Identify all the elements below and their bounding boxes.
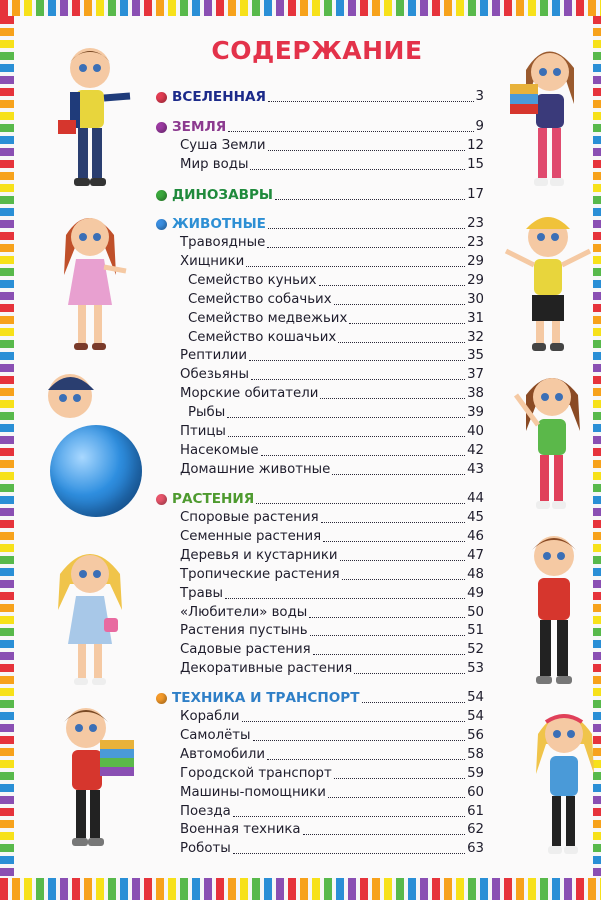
dot-leader xyxy=(332,474,465,475)
toc-entry-title: Городской транспорт xyxy=(180,765,332,781)
boy-with-globe-icon xyxy=(38,360,108,430)
dot-leader xyxy=(268,228,465,229)
dot-leader xyxy=(309,617,465,618)
toc-page-number: 59 xyxy=(467,765,484,781)
page-title: СОДЕРЖАНИЕ xyxy=(211,36,423,65)
toc-section-row[interactable] xyxy=(172,118,484,136)
toc-page-number: 50 xyxy=(467,604,484,620)
toc-entry-row[interactable] xyxy=(188,272,484,290)
toc-entry-title: Мир воды xyxy=(180,156,249,172)
toc-entry-row[interactable] xyxy=(188,310,484,328)
toc-entry-row[interactable] xyxy=(180,566,484,584)
toc-entry-title: Корабли xyxy=(180,709,240,724)
toc-entry-row[interactable] xyxy=(180,784,484,802)
dot-leader xyxy=(225,598,465,599)
boy-with-book-stack-icon xyxy=(52,700,138,850)
toc-section-title: ТЕХНИКА И ТРАНСПОРТ xyxy=(172,690,360,706)
toc-page-number: 47 xyxy=(467,547,484,563)
toc-entry-row[interactable] xyxy=(180,234,484,252)
toc-entry-row[interactable] xyxy=(180,156,484,174)
toc-page-number: 49 xyxy=(467,585,484,601)
dot-leader xyxy=(340,560,466,561)
dot-leader xyxy=(328,797,465,798)
toc-entry-title: Декоративные растения xyxy=(180,661,353,677)
toc-entry-title: Насекомые xyxy=(180,442,259,458)
toc-page-number: 29 xyxy=(467,272,484,288)
toc-page-number: 15 xyxy=(467,156,484,172)
toc-section-row[interactable] xyxy=(172,689,484,707)
toc-entry-row[interactable] xyxy=(188,329,484,347)
toc-entry-row[interactable] xyxy=(180,253,484,271)
toc-entry-title: Травоядные xyxy=(180,235,266,250)
toc-entry-title: «Любители» воды xyxy=(180,604,308,620)
toc-page-number: 23 xyxy=(467,235,484,250)
toc-entry-row[interactable] xyxy=(180,366,484,384)
toc-entry-row[interactable] xyxy=(180,137,484,155)
toc-page-number: 58 xyxy=(467,746,484,762)
dot-leader xyxy=(251,379,465,380)
toc-entry-row[interactable] xyxy=(180,585,484,603)
toc-page-number: 38 xyxy=(467,386,484,402)
toc-entry-row[interactable] xyxy=(180,547,484,565)
toc-section-row[interactable] xyxy=(172,186,484,204)
girl-in-pink-dress-icon xyxy=(52,205,130,353)
dot-leader xyxy=(249,360,465,361)
toc-page-number: 54 xyxy=(467,709,484,724)
dot-leader xyxy=(354,673,465,674)
dot-leader xyxy=(349,323,465,324)
dot-leader xyxy=(242,721,466,722)
toc-section-row[interactable] xyxy=(172,88,484,106)
dot-leader xyxy=(268,101,474,102)
toc-page-number: 32 xyxy=(467,329,484,345)
dot-leader xyxy=(228,436,465,437)
dot-leader xyxy=(362,702,466,703)
toc-entry-row[interactable] xyxy=(180,746,484,764)
toc-page-number: 45 xyxy=(467,510,484,525)
toc-entry-row[interactable] xyxy=(180,641,484,659)
dot-leader xyxy=(275,199,465,200)
toc-entry-title: Семенные растения xyxy=(180,528,322,544)
toc-entry-title: Рыбы xyxy=(188,405,226,421)
toc-entry-title: Автомобили xyxy=(180,746,265,762)
blonde-girl-with-bag-icon xyxy=(50,540,130,690)
toc-entry-title: Поезда xyxy=(180,803,231,819)
toc-entry-title: Морские обитатели xyxy=(180,386,319,402)
toc-entry-title: Семейство кошачьих xyxy=(188,329,337,345)
girl-waving-icon xyxy=(508,365,596,515)
toc-entry-title: Птицы xyxy=(180,424,226,439)
toc-page-number: 30 xyxy=(467,291,484,307)
toc-entry-row[interactable] xyxy=(180,347,484,365)
toc-entry-title: Рептилии xyxy=(180,348,248,364)
toc-page-number: 61 xyxy=(467,803,484,819)
dot-leader xyxy=(334,304,466,305)
toc-page-number: 31 xyxy=(467,310,484,326)
toc-entry-row[interactable] xyxy=(180,622,484,640)
dot-leader xyxy=(233,853,465,854)
dot-leader xyxy=(268,150,466,151)
toc-entry-title: Деревья и кустарники xyxy=(180,547,338,563)
toc-entry-title: Машины-помощники xyxy=(180,784,326,800)
section-bullet xyxy=(156,122,167,133)
toc-page-number: 54 xyxy=(467,690,484,705)
toc-section-title: ВСЕЛЕННАЯ xyxy=(172,89,266,105)
toc-page-number: 51 xyxy=(467,623,484,639)
toc-page-number: 23 xyxy=(467,216,484,231)
dot-leader xyxy=(342,579,465,580)
toc-entry-row[interactable] xyxy=(180,442,484,460)
toc-page-number: 53 xyxy=(467,661,484,677)
dot-leader xyxy=(310,635,465,636)
toc-page-number: 12 xyxy=(467,138,484,153)
toc-entry-row[interactable] xyxy=(180,708,484,726)
toc-entry-row[interactable] xyxy=(180,461,484,479)
toc-entry-title: Садовые растения xyxy=(180,642,311,658)
toc-entry-row[interactable] xyxy=(188,404,484,422)
toc-entry-title: Домашние животные xyxy=(180,461,331,477)
dot-leader xyxy=(320,398,465,399)
toc-page-number: 40 xyxy=(467,424,484,439)
dot-leader xyxy=(256,503,465,504)
toc-entry-row[interactable] xyxy=(180,604,484,622)
dot-leader xyxy=(334,778,465,779)
toc-entry-title: Семейство куньих xyxy=(188,272,317,288)
globe-icon xyxy=(50,425,142,517)
dot-leader xyxy=(267,247,465,248)
toc-entry-row[interactable] xyxy=(180,727,484,745)
toc-page-number: 17 xyxy=(467,187,484,202)
toc-entry-row[interactable] xyxy=(180,660,484,678)
boy-in-red-shirt-icon xyxy=(518,528,590,690)
toc-page-number: 35 xyxy=(467,348,484,364)
toc-entry-title: Семейство собачьих xyxy=(188,291,332,307)
section-bullet xyxy=(156,693,167,704)
toc-entry-title: Споровые растения xyxy=(180,510,319,525)
toc-entry-title: Самолёты xyxy=(180,727,251,743)
toc-page-number: 48 xyxy=(467,566,484,582)
boy-with-books-pointing-icon xyxy=(52,40,132,192)
dot-leader xyxy=(253,740,466,741)
toc-entry-row[interactable] xyxy=(180,821,484,839)
toc-entry-title: Семейство медвежьих xyxy=(188,310,348,326)
toc-entry-title: Роботы xyxy=(180,841,231,857)
toc-entry-title: Травы xyxy=(180,585,224,601)
toc-entry-title: Тропические растения xyxy=(180,566,340,582)
toc-section-title: ЗЕМЛЯ xyxy=(172,119,227,135)
toc-page-number: 9 xyxy=(475,119,484,134)
toc-page-number: 46 xyxy=(467,528,484,544)
toc-section-title: РАСТЕНИЯ xyxy=(172,491,255,507)
toc-page-number: 56 xyxy=(467,727,484,743)
dot-leader xyxy=(338,342,465,343)
toc-entry-row[interactable] xyxy=(180,385,484,403)
dot-leader xyxy=(313,654,465,655)
toc-entry-row[interactable] xyxy=(188,291,484,309)
toc-page-number: 42 xyxy=(467,442,484,458)
boy-with-yellow-cap-icon xyxy=(502,205,594,355)
toc-entry-title: Суша Земли xyxy=(180,138,266,153)
toc-section-row[interactable] xyxy=(172,215,484,233)
toc-entry-row[interactable] xyxy=(180,423,484,441)
toc-entry-row[interactable] xyxy=(180,528,484,546)
toc-entry-row[interactable] xyxy=(180,803,484,821)
toc-section-row[interactable] xyxy=(172,490,484,508)
toc-entry-title: Обезьяны xyxy=(180,367,249,383)
toc-entry-title: Растения пустынь xyxy=(180,623,308,639)
toc-page-number: 52 xyxy=(467,642,484,658)
toc-entry-title: Военная техника xyxy=(180,822,301,838)
dot-leader xyxy=(303,834,466,835)
dot-leader xyxy=(319,285,466,286)
toc-entry-row[interactable] xyxy=(180,840,484,858)
section-bullet xyxy=(156,219,167,230)
toc-page-number: 60 xyxy=(467,784,484,800)
section-bullet xyxy=(156,190,167,201)
toc-page-number: 44 xyxy=(467,491,484,506)
dot-leader xyxy=(228,131,473,132)
dot-leader xyxy=(233,816,465,817)
dot-leader xyxy=(321,522,465,523)
toc-entry-title: Хищники xyxy=(180,253,245,269)
toc-entry-row[interactable] xyxy=(180,509,484,527)
toc-page-number: 43 xyxy=(467,461,484,477)
toc-section-title: ЖИВОТНЫЕ xyxy=(172,216,266,232)
toc-page-number: 29 xyxy=(467,253,484,269)
dot-leader xyxy=(267,759,465,760)
dot-leader xyxy=(323,541,465,542)
toc-page-number: 39 xyxy=(467,405,484,421)
blonde-girl-with-hairband-icon xyxy=(532,700,596,860)
dot-leader xyxy=(246,266,465,267)
toc-entry-row[interactable] xyxy=(180,765,484,783)
toc-section-title: ДИНОЗАВРЫ xyxy=(172,187,274,203)
dot-leader xyxy=(250,169,465,170)
toc-page-number: 3 xyxy=(475,89,484,104)
toc-page-number: 62 xyxy=(467,822,484,838)
toc-page-number: 37 xyxy=(467,367,484,383)
section-bullet xyxy=(156,494,167,505)
dot-leader xyxy=(227,417,465,418)
section-bullet xyxy=(156,92,167,103)
dot-leader xyxy=(261,455,466,456)
toc-page-number: 63 xyxy=(467,841,484,857)
girl-with-books-icon xyxy=(508,40,590,190)
